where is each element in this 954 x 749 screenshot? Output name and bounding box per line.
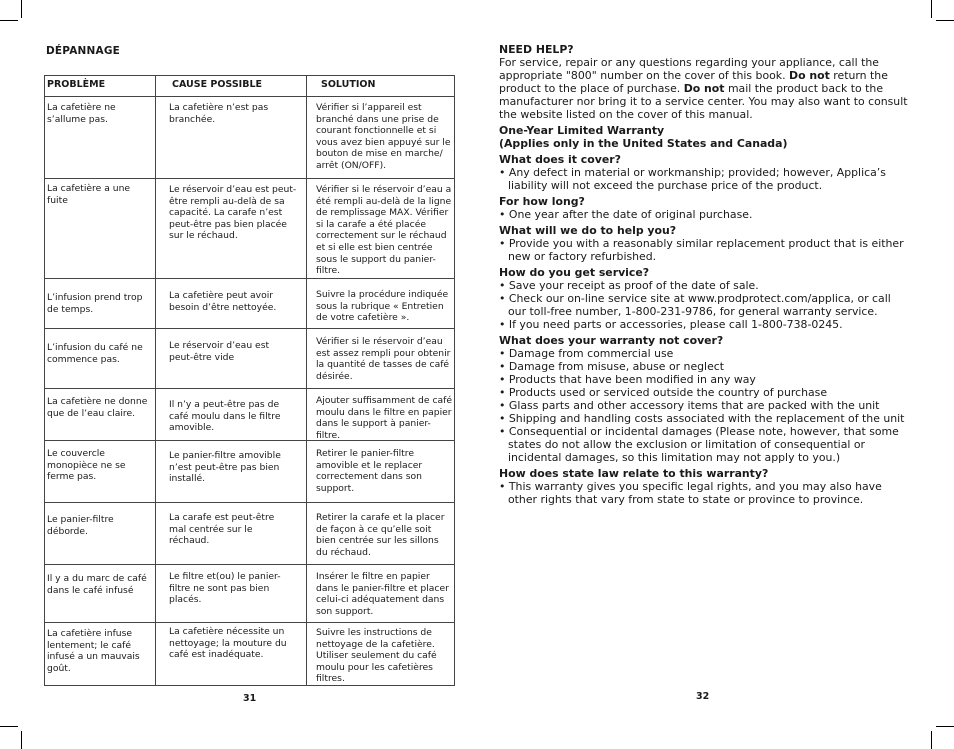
problem-cell: Il y a du marc de café dans le café infusé (47, 573, 147, 596)
row-divider (45, 96, 454, 97)
solution-cell: Suivre la procédure indiquée sous la rubrique « Entretien de votre cafetière ». (316, 289, 449, 324)
need-help-text: For service, repair or any questions regarding your appliance, call the appropriate "800" number on the cover of this book. (499, 56, 879, 82)
do-not-emphasis: Do not (683, 82, 725, 95)
problem-cell: L’infusion prend trop de temps. (47, 292, 143, 315)
solution-cell: Vérifier si le réservoir d’eau a été rempli au-delà de la ligne de remplissage MAX. Vérifier si la carafe a été placée correctement sur le réchaud et si elle est bien centrée sous le support du panier-filtre. (316, 184, 452, 277)
not-cover-item: • Consequential or incidental damages (Please note, however, that some states do not allow the exclusion or limitation of consequential or incidental damages, so this limitation may not apply to you.) (499, 425, 899, 464)
crop-mark (931, 0, 932, 18)
page-number-left: 31 (243, 693, 257, 704)
warranty-title: One-Year Limited Warranty (499, 124, 665, 137)
help-answer: • Provide you with a reasonably similar replacement product that is either new or factory refurbished. (499, 237, 904, 263)
page-number-right: 32 (696, 691, 710, 702)
cause-cell: La carafe est peut-être mal centrée sur le réchaud. (169, 512, 275, 547)
need-help-text: mail the product back to the manufacturer nor bring it to a service center. You may also want to consult the website listed on the cover of this manual. (499, 82, 908, 121)
problem-cell: La cafetière ne s’allume pas. (47, 102, 116, 125)
problem-cell: Le panier-filtre déborde. (47, 514, 114, 537)
need-help-paragraph (499, 56, 909, 121)
section-title: DÉPANNAGE (46, 45, 121, 57)
state-law-answer: • This warranty gives you specific legal rights, and you may also have other rights that vary from state to state or province to province. (499, 480, 882, 506)
header-solution: SOLUTION (321, 79, 376, 90)
not-cover-question: What does your warranty not cover? (499, 334, 724, 347)
warranty-column (499, 43, 909, 506)
solution-cell: Ajouter suffisamment de café moulu dans le filtre en papier dans le support à panier-filtre. (316, 395, 453, 441)
row-divider (45, 278, 454, 279)
help-question: What will we do to help you? (499, 224, 677, 237)
crop-mark (931, 731, 932, 749)
row-divider (45, 328, 454, 329)
service-item: • Save your receipt as proof of the date of sale. (499, 279, 759, 292)
not-cover-item: • Damage from commercial use (499, 347, 674, 360)
problem-cell: La cafetière infuse lentement; le café infusé a un mauvais goût. (47, 628, 140, 674)
row-divider (45, 178, 454, 179)
row-divider (45, 502, 454, 503)
warranty-subtitle: (Applies only in the United States and Canada) (499, 137, 788, 150)
cause-cell: Le panier-filtre amovible n’est peut-être pas bien installé. (169, 450, 281, 485)
solution-cell: Insérer le filtre en papier dans le panier-filtre et placer celui-ci adéquatement dans son support. (316, 571, 449, 617)
cause-cell: La cafetière nécessite un nettoyage; la mouture du café est inadéquate. (169, 626, 287, 661)
cover-question: What does it cover? (499, 153, 621, 166)
troubleshooting-table (44, 75, 455, 686)
crop-mark (936, 20, 954, 21)
not-cover-item: • Shipping and handling costs associated with the replacement of the unit (499, 412, 905, 425)
crop-mark (0, 726, 18, 727)
row-divider (45, 622, 454, 623)
service-item: • Check our on-line service site at www.prodprotect.com/applica, or call our toll-free number, 1-800-231-9786, for general warranty service. (499, 292, 891, 318)
cause-cell: Le filtre et(ou) le panier-filtre ne sont pas bien placés. (169, 571, 281, 606)
cause-cell: Le réservoir d’eau est peut-être rempli au-delà de sa capacité. La carafe n’est peut-être pas bien placée sur le réchaud. (169, 184, 297, 242)
solution-cell: Vérifier si l’appareil est branché dans une prise de courant fonctionnelle et si vous avez bien appuyé sur le bouton de mise en marche/ arrêt (ON/OFF). (316, 102, 451, 171)
cause-cell: Il n’y a peut-être pas de café moulu dans le filtre amovible. (169, 399, 281, 434)
do-not-emphasis: Do not (789, 69, 830, 82)
problem-cell: L’infusion du café ne commence pas. (47, 342, 143, 365)
problem-cell: La cafetière a une fuite (47, 183, 131, 206)
crop-mark (21, 731, 22, 749)
row-divider (45, 564, 454, 565)
header-cause: CAUSE POSSIBLE (172, 79, 262, 90)
how-long-question: For how long? (499, 195, 585, 208)
cause-cell: La cafetière peut avoir besoin d’être nettoyée. (169, 290, 277, 313)
not-cover-item: • Products used or serviced outside the country of purchase (499, 386, 828, 399)
cause-cell: Le réservoir d’eau est peut-être vide (169, 340, 270, 363)
not-cover-item: • Glass parts and other accessory items that are packed with the unit (499, 399, 880, 412)
state-law-question: How does state law relate to this warranty? (499, 467, 769, 480)
not-cover-item: • Damage from misuse, abuse or neglect (499, 360, 725, 373)
solution-cell: Retirer la carafe et la placer de façon à ce qu’elle soit bien centrée sur les sillons du réchaud. (316, 512, 445, 558)
how-long-answer: • One year after the date of original purchase. (499, 208, 753, 221)
problem-cell: Le couvercle monopièce ne se ferme pas. (47, 448, 126, 483)
header-problem: PROBLÈME (47, 79, 106, 90)
solution-cell: Vérifier si le réservoir d’eau est assez rempli pour obtenir la quantité de tasses de café désirée. (316, 336, 451, 382)
solution-cell: Suivre les instructions de nettoyage de la cafetière. Utiliser seulement du café moulu pour les cafetières filtres. (316, 627, 437, 685)
column-divider (306, 76, 307, 685)
cause-cell: La cafetière n’est pas branchée. (169, 102, 269, 125)
need-help-text: return the product to the place of purchase. (499, 69, 888, 95)
crop-mark (936, 726, 954, 727)
cover-answer: • Any defect in material or workmanship; provided; however, Applica’s liability will not exceed the purchase price of the product. (499, 166, 886, 192)
crop-mark (21, 0, 22, 18)
column-divider (155, 76, 156, 685)
need-help-heading: NEED HELP? (499, 43, 574, 56)
service-question: How do you get service? (499, 266, 650, 279)
not-cover-item: • Products that have been modified in any way (499, 373, 756, 386)
problem-cell: La cafetière ne donne que de l’eau claire. (47, 396, 148, 419)
row-divider (45, 388, 454, 389)
service-item: • If you need parts or accessories, please call 1-800-738-0245. (499, 318, 843, 331)
crop-mark (0, 20, 18, 21)
solution-cell: Retirer le panier-filtre amovible et le replacer correctement dans son support. (316, 448, 423, 494)
